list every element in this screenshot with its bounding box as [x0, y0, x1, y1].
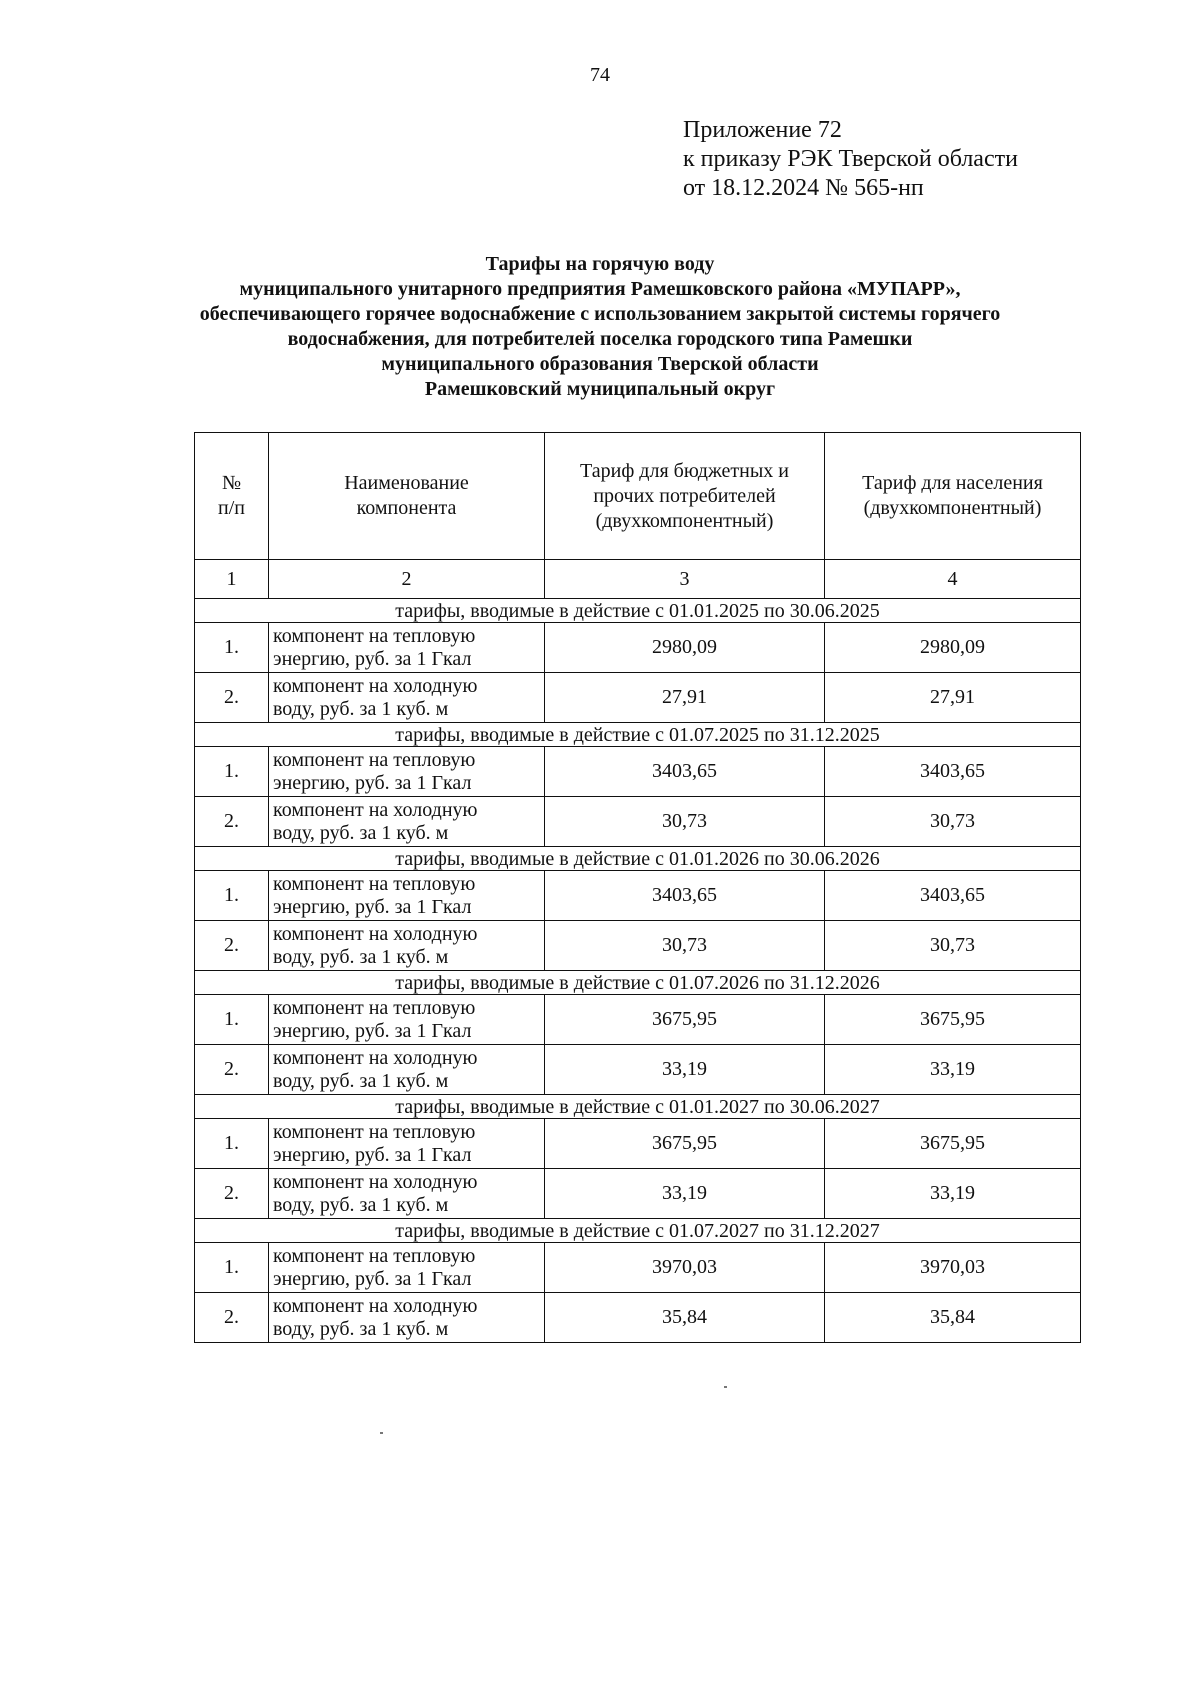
component-name — [269, 995, 545, 1045]
population-tariff-value: 27,91 — [825, 673, 1081, 723]
component-name-line: компонент на холодную — [273, 798, 478, 821]
component-name — [269, 1243, 545, 1293]
row-index: 2. — [195, 921, 269, 971]
component-name-line: энергию, руб. за 1 Гкал — [273, 895, 472, 918]
component-name-line: компонент на тепловую — [273, 872, 476, 895]
period-row — [195, 1095, 1081, 1119]
budget-tariff-value: 30,73 — [545, 921, 825, 971]
component-name-line: воду, руб. за 1 куб. м — [273, 697, 449, 720]
component-name-line: энергию, руб. за 1 Гкал — [273, 1267, 472, 1290]
tariff-table — [194, 432, 1081, 1343]
table-row — [195, 1169, 1081, 1219]
table-row — [195, 1243, 1081, 1293]
scan-speck — [380, 1432, 383, 1434]
title-line: водоснабжения, для потребителей поселка городского типа Рамешки — [287, 328, 913, 350]
period-row — [195, 723, 1081, 747]
component-name-line: энергию, руб. за 1 Гкал — [273, 647, 472, 670]
budget-tariff-value: 2980,09 — [545, 623, 825, 673]
component-name — [269, 1169, 545, 1219]
header-component-name: Наименование компонента — [269, 433, 545, 560]
budget-tariff-value: 35,84 — [545, 1293, 825, 1343]
row-index: 1. — [195, 623, 269, 673]
appendix-block — [683, 116, 1018, 203]
component-name-line: компонент на тепловую — [273, 996, 476, 1019]
population-tariff-value: 3675,95 — [825, 1119, 1081, 1169]
column-number: 3 — [545, 560, 825, 599]
column-number: 1 — [195, 560, 269, 599]
population-tariff-value: 3403,65 — [825, 747, 1081, 797]
population-tariff-value: 3970,03 — [825, 1243, 1081, 1293]
page-number: 74 — [590, 64, 610, 86]
component-name — [269, 673, 545, 723]
population-tariff-value: 33,19 — [825, 1169, 1081, 1219]
column-number: 4 — [825, 560, 1081, 599]
budget-tariff-value: 3675,95 — [545, 995, 825, 1045]
row-index: 2. — [195, 1169, 269, 1219]
component-name — [269, 623, 545, 673]
row-index: 1. — [195, 871, 269, 921]
table-row — [195, 797, 1081, 847]
component-name-line: энергию, руб. за 1 Гкал — [273, 771, 472, 794]
table-row — [195, 871, 1081, 921]
title-line: Тарифы на горячую воду — [485, 253, 715, 275]
table-row — [195, 1045, 1081, 1095]
title-line: муниципального образования Тверской области — [381, 353, 819, 375]
population-tariff-value: 2980,09 — [825, 623, 1081, 673]
title-line: муниципального унитарного предприятия Рамешковского района «МУПАРР», — [239, 278, 961, 300]
budget-tariff-value: 3970,03 — [545, 1243, 825, 1293]
component-name-line: энергию, руб. за 1 Гкал — [273, 1019, 472, 1042]
component-name — [269, 871, 545, 921]
component-name-line: воду, руб. за 1 куб. м — [273, 1193, 449, 1216]
component-name-line: компонент на холодную — [273, 1170, 478, 1193]
component-name-line: воду, руб. за 1 куб. м — [273, 1317, 449, 1340]
component-name — [269, 921, 545, 971]
component-name — [269, 1119, 545, 1169]
population-tariff-value: 3675,95 — [825, 995, 1081, 1045]
table-row — [195, 921, 1081, 971]
row-index: 2. — [195, 673, 269, 723]
appendix-order-date: от 18.12.2024 № 565-нп — [683, 175, 924, 201]
component-name — [269, 1045, 545, 1095]
period-row — [195, 1219, 1081, 1243]
component-name-line: воду, руб. за 1 куб. м — [273, 945, 449, 968]
component-name-line: компонент на тепловую — [273, 1244, 476, 1267]
period-label: тарифы, вводимые в действие с 01.01.2025 по 30.06.2025 — [195, 599, 1081, 623]
column-number: 2 — [269, 560, 545, 599]
population-tariff-value: 30,73 — [825, 921, 1081, 971]
component-name — [269, 1293, 545, 1343]
budget-tariff-value: 3403,65 — [545, 871, 825, 921]
column-number-row — [195, 560, 1081, 599]
population-tariff-value: 3403,65 — [825, 871, 1081, 921]
component-name-line: компонент на холодную — [273, 1294, 478, 1317]
title-line: Рамешковский муниципальный округ — [424, 378, 776, 400]
component-name-line: компонент на тепловую — [273, 624, 476, 647]
row-index: 2. — [195, 1293, 269, 1343]
row-index: 1. — [195, 747, 269, 797]
appendix-title: Приложение 72 — [683, 117, 842, 143]
component-name-line: компонент на холодную — [273, 1046, 478, 1069]
period-label: тарифы, вводимые в действие с 01.01.2027 по 30.06.2027 — [195, 1095, 1081, 1119]
period-label: тарифы, вводимые в действие с 01.07.2026 по 31.12.2026 — [195, 971, 1081, 995]
period-row — [195, 847, 1081, 871]
row-index: 1. — [195, 1119, 269, 1169]
header-number: № п/п — [195, 433, 269, 560]
population-tariff-value: 33,19 — [825, 1045, 1081, 1095]
budget-tariff-value: 30,73 — [545, 797, 825, 847]
period-row — [195, 599, 1081, 623]
budget-tariff-value: 3675,95 — [545, 1119, 825, 1169]
row-index: 2. — [195, 797, 269, 847]
table-row — [195, 623, 1081, 673]
budget-tariff-value: 33,19 — [545, 1045, 825, 1095]
population-tariff-value: 30,73 — [825, 797, 1081, 847]
table-row — [195, 1119, 1081, 1169]
component-name-line: компонент на тепловую — [273, 1120, 476, 1143]
component-name-line: воду, руб. за 1 куб. м — [273, 1069, 449, 1092]
component-name-line: энергию, руб. за 1 Гкал — [273, 1143, 472, 1166]
title-line: обеспечивающего горячее водоснабжение с использованием закрытой системы горячего — [199, 303, 1001, 325]
component-name-line: компонент на тепловую — [273, 748, 476, 771]
budget-tariff-value: 3403,65 — [545, 747, 825, 797]
row-index: 2. — [195, 1045, 269, 1095]
table-header-row — [195, 433, 1081, 560]
table-row — [195, 1293, 1081, 1343]
budget-tariff-value: 27,91 — [545, 673, 825, 723]
table-row — [195, 995, 1081, 1045]
budget-tariff-value: 33,19 — [545, 1169, 825, 1219]
component-name-line: компонент на холодную — [273, 674, 478, 697]
row-index: 1. — [195, 1243, 269, 1293]
period-label: тарифы, вводимые в действие с 01.01.2026 по 30.06.2026 — [195, 847, 1081, 871]
document-title — [150, 252, 1050, 402]
header-population-tariff: Тариф для населения (двухкомпонентный) — [825, 433, 1081, 560]
component-name-line: компонент на холодную — [273, 922, 478, 945]
period-label: тарифы, вводимые в действие с 01.07.2027 по 31.12.2027 — [195, 1219, 1081, 1243]
table-row — [195, 747, 1081, 797]
period-label: тарифы, вводимые в действие с 01.07.2025 по 31.12.2025 — [195, 723, 1081, 747]
period-row — [195, 971, 1081, 995]
table-row — [195, 673, 1081, 723]
scan-speck — [724, 1386, 727, 1388]
component-name — [269, 797, 545, 847]
row-index: 1. — [195, 995, 269, 1045]
component-name-line: воду, руб. за 1 куб. м — [273, 821, 449, 844]
appendix-order-ref: к приказу РЭК Тверской области — [683, 146, 1018, 172]
header-budget-tariff: Тариф для бюджетных и прочих потребителей (двухкомпонентный) — [545, 433, 825, 560]
component-name — [269, 747, 545, 797]
population-tariff-value: 35,84 — [825, 1293, 1081, 1343]
